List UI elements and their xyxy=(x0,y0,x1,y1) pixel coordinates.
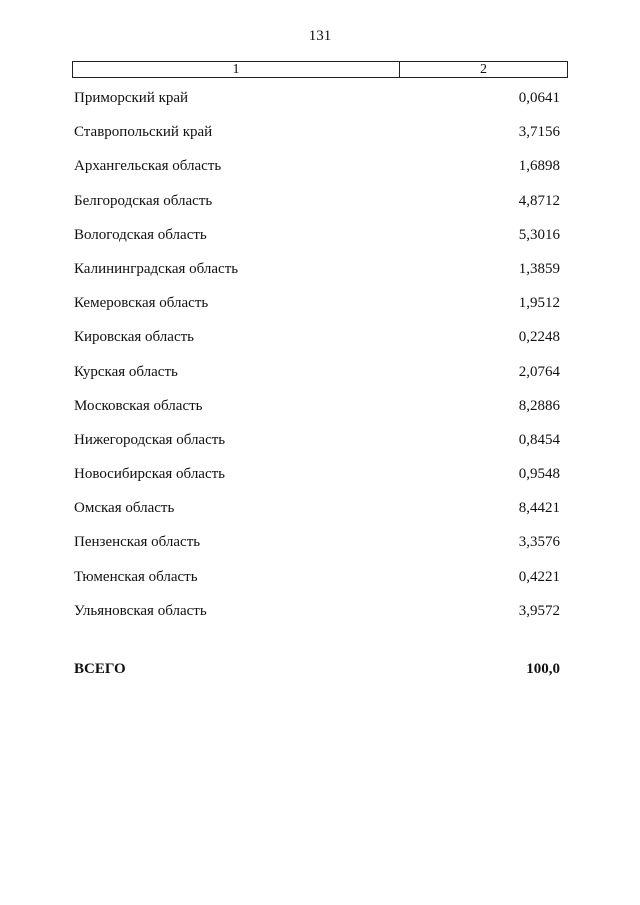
header-column-1: 1 xyxy=(73,62,400,77)
region-value: 0,8454 xyxy=(518,431,560,448)
region-value: 2,0764 xyxy=(518,363,560,380)
region-value: 0,4221 xyxy=(518,568,560,585)
region-value: 0,0641 xyxy=(518,90,560,106)
region-name: Вологодская область xyxy=(74,226,207,243)
table-row xyxy=(74,259,560,293)
region-value: 4,8712 xyxy=(518,192,560,209)
table-row xyxy=(74,430,560,464)
region-value: 0,2248 xyxy=(518,329,560,346)
region-name: Архангельская область xyxy=(74,158,222,175)
region-value: 0,9548 xyxy=(518,466,560,483)
region-value: 3,7156 xyxy=(518,124,560,141)
region-value: 3,3576 xyxy=(518,534,560,551)
table-row xyxy=(74,567,560,601)
table-row xyxy=(74,88,560,122)
region-name: Кемеровская область xyxy=(74,295,209,312)
table-row xyxy=(74,396,560,430)
total-value: 100,0 xyxy=(526,661,560,677)
page-number: 131 xyxy=(308,28,332,44)
table-row xyxy=(74,293,560,327)
region-name: Ставропольский край xyxy=(74,124,213,141)
region-name: Пензенская область xyxy=(74,534,201,551)
total-label: ВСЕГО xyxy=(74,661,126,677)
table-body xyxy=(74,88,560,635)
table-row xyxy=(74,601,560,635)
region-value: 5,3016 xyxy=(518,226,560,243)
region-name: Нижегородская область xyxy=(74,431,226,448)
region-name: Курская область xyxy=(74,363,178,380)
table-row xyxy=(74,225,560,259)
region-name: Белгородская область xyxy=(74,192,213,209)
header-column-2: 2 xyxy=(480,62,487,77)
table-row xyxy=(74,532,560,566)
table-row xyxy=(74,464,560,498)
region-name: Приморский край xyxy=(74,90,189,106)
region-name: Московская область xyxy=(74,397,203,414)
region-name: Новосибирская область xyxy=(74,466,226,483)
region-value: 1,6898 xyxy=(518,158,560,175)
table-row xyxy=(74,156,560,190)
region-value: 3,9572 xyxy=(518,602,560,619)
region-value: 1,3859 xyxy=(518,260,560,277)
region-name: Омская область xyxy=(74,500,175,517)
table-row xyxy=(74,191,560,225)
table-row xyxy=(74,362,560,396)
region-value: 1,9512 xyxy=(518,295,560,312)
region-value: 8,4421 xyxy=(518,500,560,517)
table-row xyxy=(74,122,560,156)
total-row xyxy=(74,659,560,679)
region-value: 8,2886 xyxy=(518,397,560,414)
table-row xyxy=(74,327,560,361)
region-name: Кировская область xyxy=(74,329,195,346)
region-name: Калининградская область xyxy=(74,260,239,277)
region-name: Тюменская область xyxy=(74,568,198,585)
table-header xyxy=(72,61,568,78)
table-row xyxy=(74,498,560,532)
region-name: Ульяновская область xyxy=(74,602,207,619)
